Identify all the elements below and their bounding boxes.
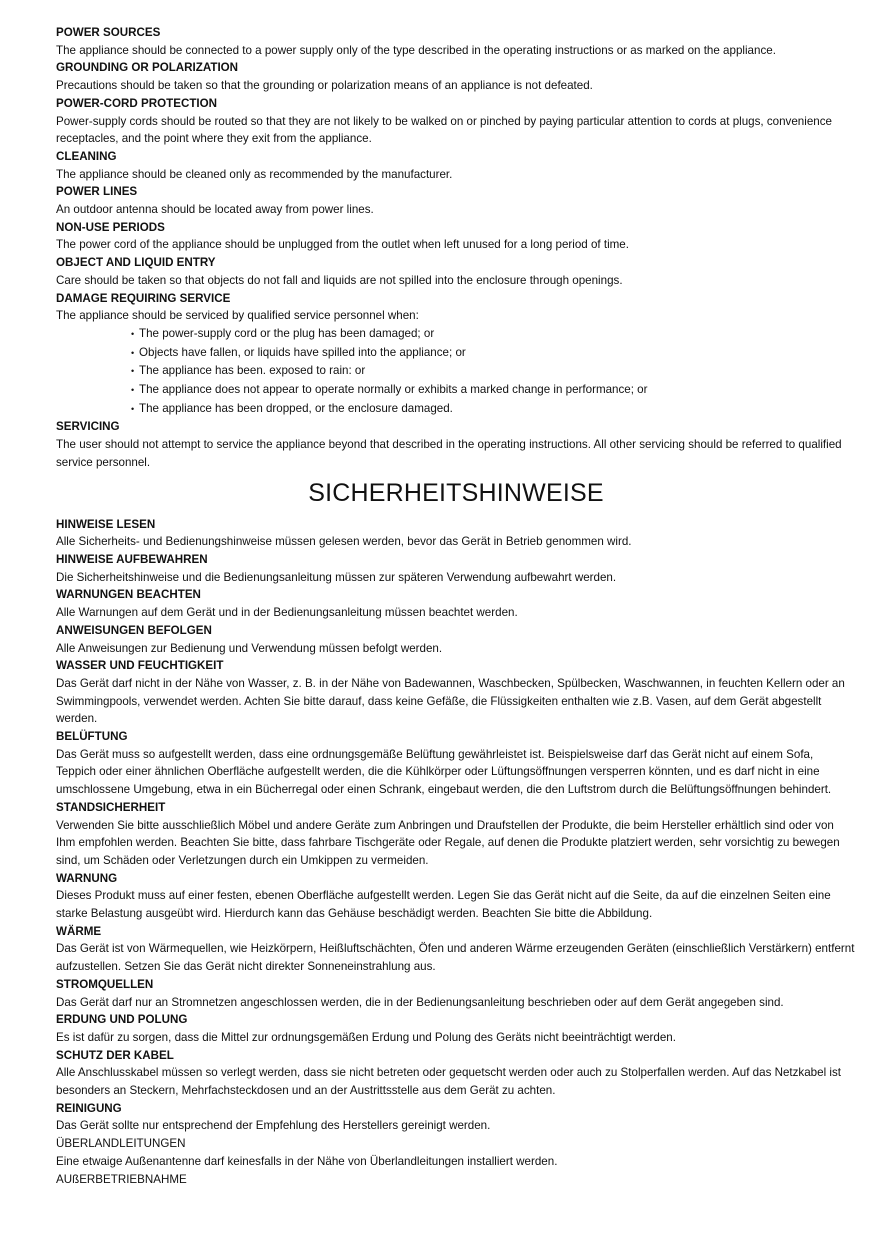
section-belueftung bbox=[56, 728, 856, 799]
section-text: The user should not attempt to service the appliance beyond that described in the operating instructions. All other servicing should be referred to qualified service personnel. bbox=[56, 438, 842, 469]
section-heading: ERDUNG UND POLUNG bbox=[56, 1013, 188, 1027]
section-heading: POWER SOURCES bbox=[56, 26, 161, 39]
section-text: Das Gerät sollte nur entsprechend der Empfehlung des Herstellers gereinigt werden. bbox=[56, 1119, 491, 1133]
section-text: Eine etwaige Außenantenne darf keinesfalls in der Nähe von Überlandleitungen installiert werden. bbox=[56, 1154, 558, 1168]
section-power-sources bbox=[56, 24, 856, 59]
section-anweisungen-befolgen bbox=[56, 622, 856, 657]
section-heading: WÄRME bbox=[56, 924, 102, 938]
section-heading: BELÜFTUNG bbox=[56, 730, 128, 744]
section-heading: POWER-CORD PROTECTION bbox=[56, 96, 218, 110]
section-text: Alle Sicherheits- und Bedienungshinweise müssen gelesen werden, bevor das Gerät in Betrieb genommen wird. bbox=[56, 535, 632, 549]
section-heading: HINWEISE LESEN bbox=[56, 517, 156, 531]
section-text: Das Gerät muss so aufgestellt werden, dass eine ordnungsgemäße Belüftung gewährleistet ist. Beispielsweise darf das Gerät nicht auf einem Sofa, Teppich oder einer ähnlichen Oberfläche aufgestellt werden, die die Kühlkörper oder Lüftungsöffnungen versperren könnten, und es darf nicht in eine umschlossene Umgebung, etwa in ein Bücherregal oder einen Schrank, eingebaut werden, die den Luftstrom durch die Belüftungsöffnungen behindert. bbox=[56, 747, 832, 797]
section-text: Die Sicherheitshinweise und die Bedienungsanleitung müssen zur späteren Verwendung aufbewahrt werden. bbox=[56, 570, 617, 584]
section-heading: SCHUTZ DER KABEL bbox=[56, 1048, 174, 1062]
section-text: Precautions should be taken so that the grounding or polarization means of an appliance is not defeated. bbox=[56, 79, 593, 93]
section-text: Das Gerät darf nur an Stromnetzen angeschlossen werden, die in der Bedienungsanleitung beschrieben oder auf dem Gerät angegeben sind. bbox=[56, 995, 784, 1009]
list-item: • The appliance has been dropped, or the enclosure damaged. bbox=[131, 400, 856, 419]
section-hinweise-lesen bbox=[56, 516, 856, 551]
section-heading: STROMQUELLEN bbox=[56, 977, 154, 991]
section-heading: WASSER UND FEUCHTIGKEIT bbox=[56, 659, 224, 673]
section-text: The power cord of the appliance should be unplugged from the outlet when left unused for a long period of time. bbox=[56, 238, 629, 252]
list-item: • The appliance has been. exposed to rain: or bbox=[131, 362, 856, 381]
page-title: SICHERHEITSHINWEISE bbox=[308, 478, 604, 507]
section-text: Es ist dafür zu sorgen, dass die Mittel zur ordnungsgemäßen Erdung und Polung des Geräts nicht beeinträchtigt werden. bbox=[56, 1030, 676, 1044]
section-text: Care should be taken so that objects do not fall and liquids are not spilled into the enclosure through openings. bbox=[56, 273, 623, 287]
list-item: • The appliance does not appear to operate normally or exhibits a marked change in performance; or bbox=[131, 381, 856, 400]
section-text: Alle Anschlusskabel müssen so verlegt werden, dass sie nicht betreten oder gequetscht werden oder auch zu Stolperfallen werden. Auf das Netzkabel ist besonders an Steckern, Mehrfachsteckdosen und an der Austrittsstelle aus dem Gerät zu achten. bbox=[56, 1066, 841, 1098]
section-stromquellen bbox=[56, 976, 856, 1011]
section-reinigung bbox=[56, 1100, 856, 1135]
section-heading: AUßERBETRIEBNAHME bbox=[56, 1172, 187, 1186]
section-non-use-periods bbox=[56, 219, 856, 254]
section-text: Dieses Produkt muss auf einer festen, ebenen Oberfläche aufgestellt werden. Legen Sie das Gerät nicht auf die Seite, da auf die einzelnen Seiten eine starke Belastung ausgeübt wird. Hierdurch kann das Gehäuse beschädigt werden. Beachten Sie bitte die Abbildung. bbox=[56, 889, 831, 921]
section-heading: REINIGUNG bbox=[56, 1101, 122, 1115]
section-heading: POWER LINES bbox=[56, 185, 138, 199]
section-schutz-der-kabel bbox=[56, 1047, 856, 1100]
section-text: Verwenden Sie bitte ausschließlich Möbel und andere Geräte zum Anbringen und Draufstellen der Produkte, die beim Hersteller erhältlich sind oder von Ihm empfohlen werden. Beachten Sie bitte, dass fahrbare Tischgeräte oder Regale, auf denen die Produkte platziert werden, sehr vorsichtig zu bewegen sind, um Schäden oder Verletzungen durch ein Umkippen zu vermeiden. bbox=[56, 818, 840, 867]
section-heading: NON-USE PERIODS bbox=[56, 220, 165, 234]
section-erdung-polung bbox=[56, 1011, 856, 1046]
section-damage-requiring-service bbox=[56, 290, 856, 419]
section-heading: GROUNDING OR POLARIZATION bbox=[56, 61, 239, 75]
list-item: • The power-supply cord or the plug has been damaged; or bbox=[131, 325, 856, 344]
section-heading: WARNUNG bbox=[56, 871, 118, 885]
section-heading: HINWEISE AUFBEWAHREN bbox=[56, 552, 208, 566]
section-text: An outdoor antenna should be located away from power lines. bbox=[56, 203, 374, 217]
section-power-cord-protection bbox=[56, 95, 856, 148]
section-heading: STANDSICHERHEIT bbox=[56, 800, 166, 814]
section-warnungen-beachten bbox=[56, 586, 856, 621]
section-heading: ANWEISUNGEN BEFOLGEN bbox=[56, 623, 212, 637]
section-power-lines bbox=[56, 183, 856, 218]
section-text: Alle Warnungen auf dem Gerät und in der Bedienungsanleitung müssen beachtet werden. bbox=[56, 606, 518, 620]
section-text: Das Gerät darf nicht in der Nähe von Wasser, z. B. in der Nähe von Badewannen, Waschbecken, Spülbecken, Waschwannen, in feuchten Kellern oder an Swimmingpools, verwendet werden. Achten Sie bitte darauf, dass keine Gefäße, die Flüssigkeiten enthalten wie z.B. Vasen, auf dem Gerät abgestellt werden. bbox=[56, 676, 845, 726]
section-heading: SERVICING bbox=[56, 420, 120, 434]
section-text: Alle Anweisungen zur Bedienung und Verwendung müssen befolgt werden. bbox=[56, 641, 443, 655]
section-text: The appliance should be cleaned only as recommended by the manufacturer. bbox=[56, 167, 453, 181]
section-text: Power-supply cords should be routed so that they are not likely to be walked on or pinched by paying particular attention to cords at plugs, convenience receptacles, and the point where they exit from the appliance. bbox=[56, 114, 832, 146]
section-text: The appliance should be connected to a power supply only of the type described in the operating instructions or as marked on the appliance. bbox=[56, 43, 776, 57]
section-standsicherheit bbox=[56, 799, 856, 870]
section-text: Das Gerät ist von Wärmequellen, wie Heizkörpern, Heißluftschächten, Öfen und anderen Wärme erzeugenden Geräten (einschließlich Verstärkern) entfernt aufzustellen. Setzen Sie das Gerät nicht direkter Sonneneinstrahlung aus. bbox=[56, 942, 855, 974]
section-heading: DAMAGE REQUIRING SERVICE bbox=[56, 291, 231, 305]
section-ausserbetriebnahme bbox=[56, 1171, 856, 1189]
section-object-liquid-entry bbox=[56, 254, 856, 289]
section-heading: WARNUNGEN BEACHTEN bbox=[56, 588, 201, 602]
section-wasser-feuchtigkeit bbox=[56, 657, 856, 728]
document-page bbox=[56, 24, 856, 1188]
section-heading: CLEANING bbox=[56, 149, 117, 163]
list-item: • Objects have fallen, or liquids have spilled into the appliance; or bbox=[131, 344, 856, 363]
section-text: The appliance should be serviced by qualified service personnel when: bbox=[56, 309, 419, 323]
section-ueberlandleitungen bbox=[56, 1135, 856, 1170]
section-cleaning bbox=[56, 148, 856, 183]
section-warnung bbox=[56, 870, 856, 923]
section-servicing bbox=[56, 418, 856, 471]
section-heading: OBJECT AND LIQUID ENTRY bbox=[56, 256, 216, 270]
section-hinweise-aufbewahren bbox=[56, 551, 856, 586]
section-heading: ÜBERLANDLEITUNGEN bbox=[56, 1137, 186, 1151]
section-waerme bbox=[56, 923, 856, 976]
damage-bullet-list bbox=[56, 325, 856, 419]
section-grounding bbox=[56, 59, 856, 94]
